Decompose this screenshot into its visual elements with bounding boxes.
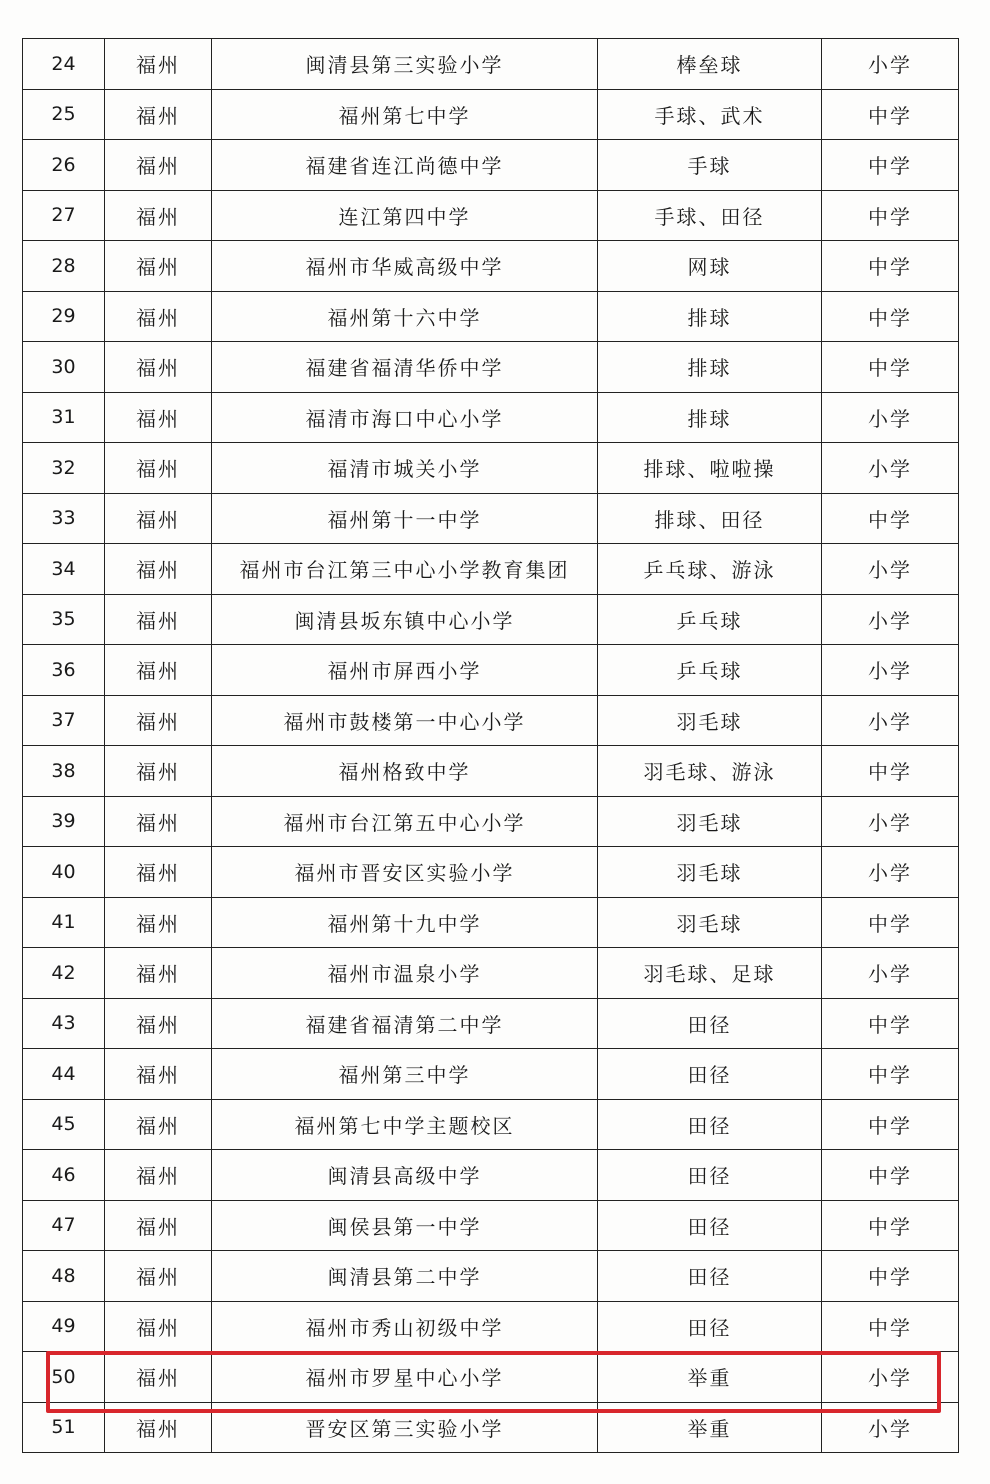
- table-row: [23, 847, 959, 898]
- row-number: 30: [23, 342, 105, 393]
- school-name-cell: 福州格致中学: [212, 746, 598, 797]
- city-cell: 福州: [105, 544, 212, 595]
- row-number: 47: [23, 1200, 105, 1251]
- school-name-cell: 福州市温泉小学: [212, 948, 598, 999]
- sport-cell: 田径: [598, 998, 822, 1049]
- school-name-cell: 福州市晋安区实验小学: [212, 847, 598, 898]
- school-name-cell: 福州第十六中学: [212, 291, 598, 342]
- sport-cell: 手球、武术: [598, 89, 822, 140]
- row-number: 51: [23, 1402, 105, 1453]
- row-number: 24: [23, 39, 105, 90]
- city-cell: 福州: [105, 1200, 212, 1251]
- row-number: 38: [23, 746, 105, 797]
- table-row: [23, 1099, 959, 1150]
- sport-cell: 网球: [598, 241, 822, 292]
- school-level-cell: 中学: [822, 1200, 959, 1251]
- table-row: [23, 1049, 959, 1100]
- school-name-cell: 闽清县第二中学: [212, 1251, 598, 1302]
- table-row: [23, 241, 959, 292]
- school-level-cell: 小学: [822, 948, 959, 999]
- city-cell: 福州: [105, 1049, 212, 1100]
- school-level-cell: 中学: [822, 342, 959, 393]
- table-row: [23, 291, 959, 342]
- table-row: [23, 948, 959, 999]
- table-body: [23, 39, 959, 1453]
- school-level-cell: 小学: [822, 1352, 959, 1403]
- school-name-cell: 福州市台江第五中心小学: [212, 796, 598, 847]
- row-number: 31: [23, 392, 105, 443]
- school-level-cell: 中学: [822, 291, 959, 342]
- row-number: 45: [23, 1099, 105, 1150]
- sport-cell: 棒垒球: [598, 39, 822, 90]
- sport-cell: 举重: [598, 1352, 822, 1403]
- school-level-cell: 中学: [822, 1251, 959, 1302]
- city-cell: 福州: [105, 39, 212, 90]
- row-number: 44: [23, 1049, 105, 1100]
- school-list-table: [22, 38, 959, 1453]
- sport-cell: 乒乓球: [598, 645, 822, 696]
- sport-cell: 羽毛球: [598, 897, 822, 948]
- row-number: 42: [23, 948, 105, 999]
- city-cell: 福州: [105, 746, 212, 797]
- row-number: 28: [23, 241, 105, 292]
- city-cell: 福州: [105, 1402, 212, 1453]
- school-name-cell: 闽清县坂东镇中心小学: [212, 594, 598, 645]
- row-number: 39: [23, 796, 105, 847]
- city-cell: 福州: [105, 1301, 212, 1352]
- row-number: 25: [23, 89, 105, 140]
- sport-cell: 田径: [598, 1251, 822, 1302]
- table-row: [23, 645, 959, 696]
- school-name-cell: 福州第三中学: [212, 1049, 598, 1100]
- sport-cell: 乒乓球、游泳: [598, 544, 822, 595]
- row-number: 41: [23, 897, 105, 948]
- school-level-cell: 小学: [822, 796, 959, 847]
- table-row: [23, 1150, 959, 1201]
- table-row: [23, 1251, 959, 1302]
- sport-cell: 田径: [598, 1301, 822, 1352]
- row-number: 33: [23, 493, 105, 544]
- sport-cell: 乒乓球: [598, 594, 822, 645]
- city-cell: 福州: [105, 847, 212, 898]
- city-cell: 福州: [105, 89, 212, 140]
- table-row: [23, 1402, 959, 1453]
- school-level-cell: 中学: [822, 1301, 959, 1352]
- school-level-cell: 中学: [822, 190, 959, 241]
- sport-cell: 羽毛球: [598, 796, 822, 847]
- table-row: [23, 796, 959, 847]
- table-row: [23, 1352, 959, 1403]
- city-cell: 福州: [105, 342, 212, 393]
- sport-cell: 手球、田径: [598, 190, 822, 241]
- school-name-cell: 福州第十一中学: [212, 493, 598, 544]
- sport-cell: 羽毛球: [598, 847, 822, 898]
- table-row: [23, 39, 959, 90]
- table-row: [23, 342, 959, 393]
- city-cell: 福州: [105, 948, 212, 999]
- sport-cell: 羽毛球、足球: [598, 948, 822, 999]
- table-row: [23, 443, 959, 494]
- table-row: [23, 998, 959, 1049]
- table-row: [23, 695, 959, 746]
- school-name-cell: 福建省连江尚德中学: [212, 140, 598, 191]
- table-row: [23, 594, 959, 645]
- school-level-cell: 中学: [822, 493, 959, 544]
- table-row: [23, 190, 959, 241]
- row-number: 36: [23, 645, 105, 696]
- school-name-cell: 福建省福清华侨中学: [212, 342, 598, 393]
- row-number: 50: [23, 1352, 105, 1403]
- school-name-cell: 福清市海口中心小学: [212, 392, 598, 443]
- city-cell: 福州: [105, 998, 212, 1049]
- city-cell: 福州: [105, 594, 212, 645]
- school-level-cell: 小学: [822, 39, 959, 90]
- sport-cell: 排球: [598, 392, 822, 443]
- city-cell: 福州: [105, 392, 212, 443]
- row-number: 43: [23, 998, 105, 1049]
- sport-cell: 田径: [598, 1099, 822, 1150]
- school-level-cell: 中学: [822, 241, 959, 292]
- sport-cell: 羽毛球、游泳: [598, 746, 822, 797]
- row-number: 26: [23, 140, 105, 191]
- city-cell: 福州: [105, 493, 212, 544]
- table-row: [23, 493, 959, 544]
- city-cell: 福州: [105, 190, 212, 241]
- school-name-cell: 闽清县高级中学: [212, 1150, 598, 1201]
- school-level-cell: 中学: [822, 897, 959, 948]
- school-level-cell: 中学: [822, 746, 959, 797]
- sport-cell: 排球、啦啦操: [598, 443, 822, 494]
- school-level-cell: 中学: [822, 1150, 959, 1201]
- table-row: [23, 544, 959, 595]
- school-name-cell: 福清市城关小学: [212, 443, 598, 494]
- school-name-cell: 连江第四中学: [212, 190, 598, 241]
- sport-cell: 羽毛球: [598, 695, 822, 746]
- sport-cell: 举重: [598, 1402, 822, 1453]
- sport-cell: 田径: [598, 1200, 822, 1251]
- sport-cell: 田径: [598, 1150, 822, 1201]
- table-row: [23, 746, 959, 797]
- school-level-cell: 小学: [822, 695, 959, 746]
- row-number: 35: [23, 594, 105, 645]
- school-name-cell: 闽清县第三实验小学: [212, 39, 598, 90]
- school-name-cell: 福州第七中学: [212, 89, 598, 140]
- sport-cell: 排球: [598, 342, 822, 393]
- table-row: [23, 1301, 959, 1352]
- city-cell: 福州: [105, 897, 212, 948]
- school-name-cell: 福州市华威高级中学: [212, 241, 598, 292]
- school-level-cell: 中学: [822, 998, 959, 1049]
- school-level-cell: 中学: [822, 140, 959, 191]
- sport-cell: 手球: [598, 140, 822, 191]
- row-number: 27: [23, 190, 105, 241]
- school-name-cell: 福州市台江第三中心小学教育集团: [212, 544, 598, 595]
- school-level-cell: 小学: [822, 847, 959, 898]
- city-cell: 福州: [105, 1352, 212, 1403]
- sport-cell: 排球、田径: [598, 493, 822, 544]
- city-cell: 福州: [105, 1251, 212, 1302]
- city-cell: 福州: [105, 241, 212, 292]
- school-name-cell: 福州市鼓楼第一中心小学: [212, 695, 598, 746]
- row-number: 29: [23, 291, 105, 342]
- city-cell: 福州: [105, 645, 212, 696]
- school-level-cell: 小学: [822, 544, 959, 595]
- school-name-cell: 福州第七中学主题校区: [212, 1099, 598, 1150]
- school-level-cell: 小学: [822, 645, 959, 696]
- table-row: [23, 89, 959, 140]
- row-number: 32: [23, 443, 105, 494]
- school-level-cell: 小学: [822, 392, 959, 443]
- school-name-cell: 闽侯县第一中学: [212, 1200, 598, 1251]
- school-name-cell: 福州第十九中学: [212, 897, 598, 948]
- row-number: 49: [23, 1301, 105, 1352]
- sport-cell: 排球: [598, 291, 822, 342]
- row-number: 48: [23, 1251, 105, 1302]
- city-cell: 福州: [105, 291, 212, 342]
- school-level-cell: 中学: [822, 1049, 959, 1100]
- table-row: [23, 1200, 959, 1251]
- school-level-cell: 小学: [822, 1402, 959, 1453]
- city-cell: 福州: [105, 443, 212, 494]
- school-level-cell: 小学: [822, 443, 959, 494]
- table-row: [23, 897, 959, 948]
- row-number: 40: [23, 847, 105, 898]
- school-name-cell: 福州市罗星中心小学: [212, 1352, 598, 1403]
- school-level-cell: 中学: [822, 89, 959, 140]
- school-level-cell: 中学: [822, 1099, 959, 1150]
- row-number: 46: [23, 1150, 105, 1201]
- row-number: 34: [23, 544, 105, 595]
- school-name-cell: 福州市屏西小学: [212, 645, 598, 696]
- school-level-cell: 小学: [822, 594, 959, 645]
- table-row: [23, 392, 959, 443]
- table-row: [23, 140, 959, 191]
- school-name-cell: 福州市秀山初级中学: [212, 1301, 598, 1352]
- city-cell: 福州: [105, 1150, 212, 1201]
- school-name-cell: 晋安区第三实验小学: [212, 1402, 598, 1453]
- school-name-cell: 福建省福清第二中学: [212, 998, 598, 1049]
- city-cell: 福州: [105, 140, 212, 191]
- city-cell: 福州: [105, 1099, 212, 1150]
- sport-cell: 田径: [598, 1049, 822, 1100]
- row-number: 37: [23, 695, 105, 746]
- city-cell: 福州: [105, 695, 212, 746]
- city-cell: 福州: [105, 796, 212, 847]
